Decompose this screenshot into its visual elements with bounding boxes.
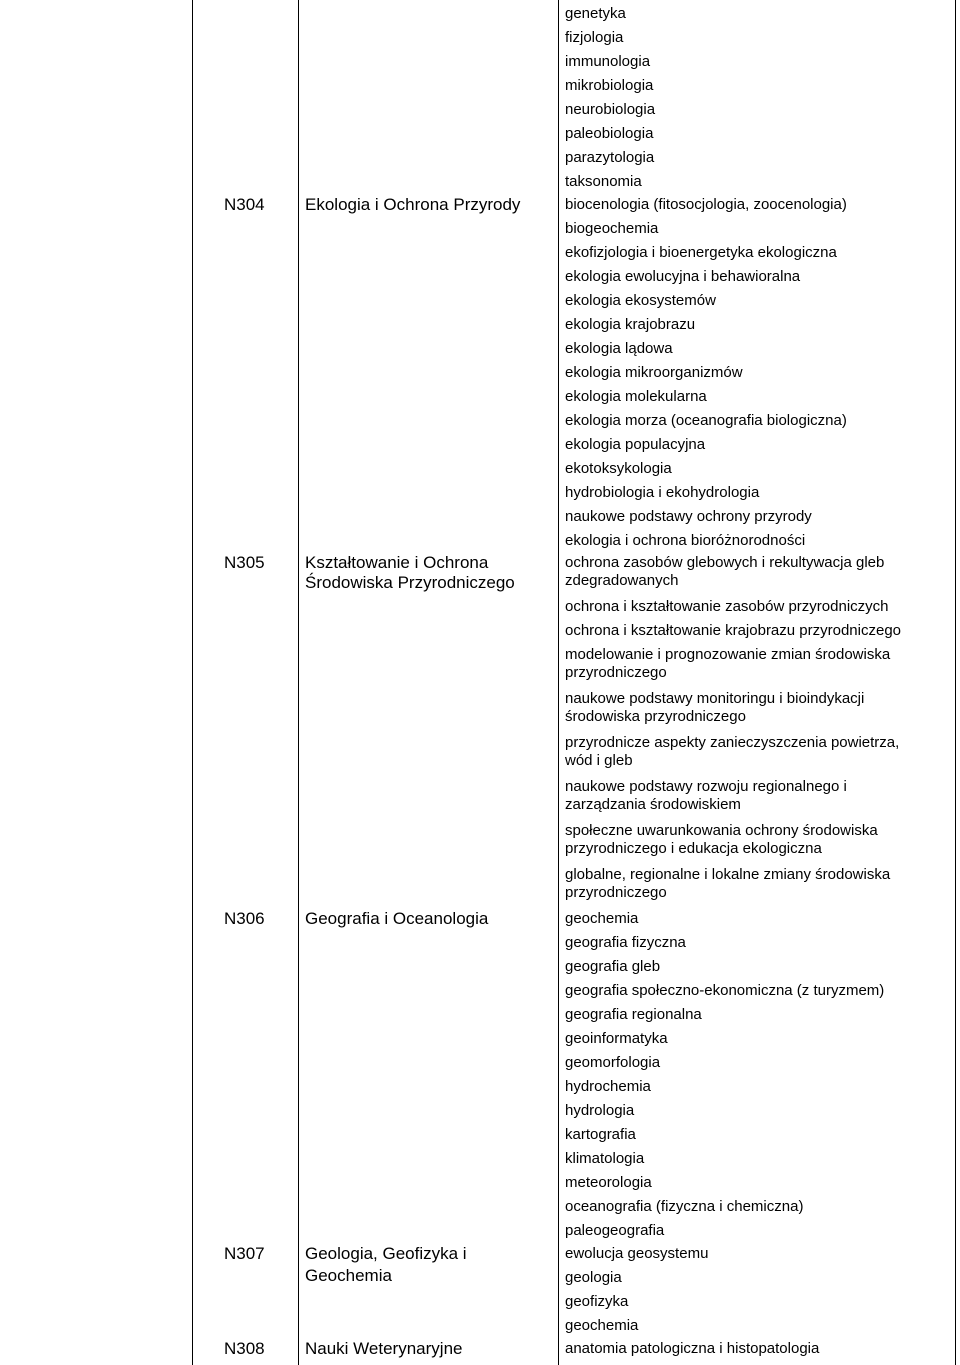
discipline-code: N306 bbox=[224, 909, 265, 928]
subdiscipline-item: hydrologia bbox=[565, 1102, 635, 1119]
subdiscipline-item: ochrona zasobów glebowych i rekultywacja gleb bbox=[565, 554, 885, 571]
discipline-name: Nauki Weterynaryjne bbox=[305, 1339, 463, 1358]
subdiscipline-item: ekologia lądowa bbox=[565, 340, 673, 357]
subdiscipline-item: ochrona i kształtowanie zasobów przyrodniczych bbox=[565, 598, 889, 615]
subdiscipline-item: geografia fizyczna bbox=[565, 934, 686, 951]
subdiscipline-item: geologia bbox=[565, 1269, 622, 1286]
subdiscipline-item: taksonomia bbox=[565, 173, 642, 190]
subdiscipline-item: mikrobiologia bbox=[565, 77, 654, 94]
subdiscipline-item: ekologia ewolucyjna i behawioralna bbox=[565, 268, 801, 285]
discipline-name: Geografia i Oceanologia bbox=[305, 909, 489, 928]
subdiscipline-item: ekologia ekosystemów bbox=[565, 292, 716, 309]
subdiscipline-item: anatomia patologiczna i histopatologia bbox=[565, 1340, 820, 1357]
subdiscipline-item: ochrona i kształtowanie krajobrazu przyrodniczego bbox=[565, 622, 902, 639]
subdiscipline-item: przyrodniczego bbox=[565, 884, 667, 901]
subdiscipline-item: geoinformatyka bbox=[565, 1030, 668, 1047]
discipline-name: Geochemia bbox=[305, 1266, 392, 1285]
subdiscipline-item: kartografia bbox=[565, 1126, 636, 1143]
subdiscipline-item: przyrodniczego i edukacja ekologiczna bbox=[565, 840, 822, 857]
discipline-code: N304 bbox=[224, 195, 265, 214]
subdiscipline-item: ekologia morza (oceanografia biologiczna) bbox=[565, 412, 847, 429]
discipline-code: N307 bbox=[224, 1244, 265, 1263]
subdiscipline-item: klimatologia bbox=[565, 1150, 645, 1167]
subdiscipline-item: geografia społeczno-ekonomiczna (z turyzmem) bbox=[565, 982, 885, 999]
subdiscipline-item: ekologia krajobrazu bbox=[565, 316, 696, 333]
subdiscipline-item: paleobiologia bbox=[565, 125, 654, 142]
column-divider bbox=[192, 0, 193, 1365]
subdiscipline-item: przyrodniczego bbox=[565, 664, 667, 681]
subdiscipline-item: przyrodnicze aspekty zanieczyszczenia powietrza, bbox=[565, 734, 900, 751]
subdiscipline-item: geochemia bbox=[565, 1317, 639, 1334]
subdiscipline-item: ekologia populacyjna bbox=[565, 436, 706, 453]
subdiscipline-item: wód i gleb bbox=[565, 752, 633, 769]
column-divider bbox=[955, 0, 956, 1365]
subdiscipline-item: meteorologia bbox=[565, 1174, 652, 1191]
subdiscipline-item: geografia gleb bbox=[565, 958, 661, 975]
subdiscipline-item: naukowe podstawy ochrony przyrody bbox=[565, 508, 812, 525]
column-divider bbox=[298, 0, 299, 1365]
subdiscipline-item: genetyka bbox=[565, 5, 626, 22]
discipline-name: Geologia, Geofizyka i bbox=[305, 1244, 467, 1263]
subdiscipline-item: immunologia bbox=[565, 53, 651, 70]
discipline-name: Ekologia i Ochrona Przyrody bbox=[305, 195, 521, 214]
subdiscipline-item: ekologia i ochrona bioróżnorodności bbox=[565, 532, 806, 549]
subdiscipline-item: geomorfologia bbox=[565, 1054, 661, 1071]
subdiscipline-item: ekologia mikroorganizmów bbox=[565, 364, 743, 381]
subdiscipline-item: naukowe podstawy monitoringu i bioindykacji bbox=[565, 690, 865, 707]
subdiscipline-item: ewolucja geosystemu bbox=[565, 1245, 709, 1262]
subdiscipline-item: biocenologia (fitosocjologia, zoocenologia) bbox=[565, 196, 847, 213]
subdiscipline-item: zdegradowanych bbox=[565, 572, 679, 589]
subdiscipline-item: ekofizjologia i bioenergetyka ekologiczna bbox=[565, 244, 837, 261]
subdiscipline-item: paleogeografia bbox=[565, 1222, 665, 1239]
subdiscipline-item: geofizyka bbox=[565, 1293, 629, 1310]
subdiscipline-item: parazytologia bbox=[565, 149, 655, 166]
subdiscipline-item: geochemia bbox=[565, 910, 639, 927]
column-divider bbox=[558, 0, 559, 1365]
subdiscipline-item: biogeochemia bbox=[565, 220, 659, 237]
subdiscipline-item: oceanografia (fizyczna i chemiczna) bbox=[565, 1198, 804, 1215]
discipline-name: Kształtowanie i Ochrona bbox=[305, 553, 489, 572]
discipline-code: N305 bbox=[224, 553, 265, 572]
subdiscipline-item: naukowe podstawy rozwoju regionalnego i bbox=[565, 778, 847, 795]
subdiscipline-item: społeczne uwarunkowania ochrony środowiska bbox=[565, 822, 878, 839]
subdiscipline-item: ekologia molekularna bbox=[565, 388, 707, 405]
discipline-code: N308 bbox=[224, 1339, 265, 1358]
subdiscipline-item: modelowanie i prognozowanie zmian środowiska bbox=[565, 646, 891, 663]
subdiscipline-item: geografia regionalna bbox=[565, 1006, 702, 1023]
discipline-name: Środowiska Przyrodniczego bbox=[305, 573, 515, 592]
subdiscipline-item: zarządzania środowiskiem bbox=[565, 796, 741, 813]
subdiscipline-item: neurobiologia bbox=[565, 101, 656, 118]
subdiscipline-item: hydrobiologia i ekohydrologia bbox=[565, 484, 760, 501]
subdiscipline-item: hydrochemia bbox=[565, 1078, 651, 1095]
subdiscipline-item: ekotoksykologia bbox=[565, 460, 672, 477]
subdiscipline-item: środowiska przyrodniczego bbox=[565, 708, 746, 725]
subdiscipline-item: globalne, regionalne i lokalne zmiany środowiska bbox=[565, 866, 891, 883]
subdiscipline-item: fizjologia bbox=[565, 29, 624, 46]
